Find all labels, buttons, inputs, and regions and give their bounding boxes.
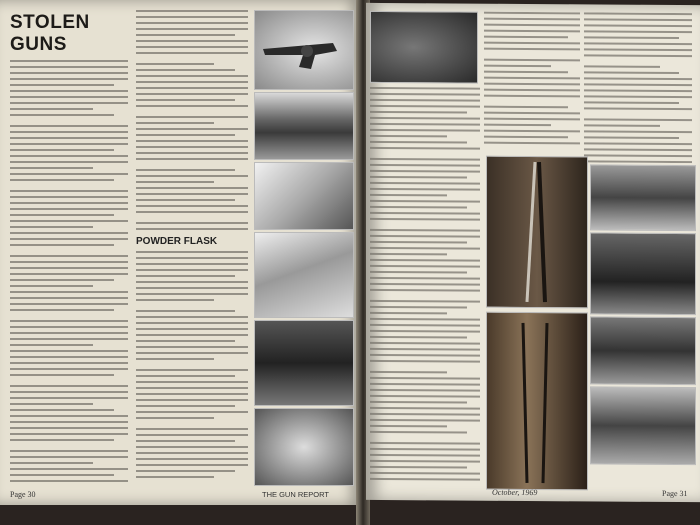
gun-side-photo xyxy=(590,386,696,465)
text-line xyxy=(136,99,235,101)
article-text-block xyxy=(136,10,248,230)
left-page-number: Page 30 xyxy=(10,490,36,499)
text-line xyxy=(136,16,248,18)
text-line xyxy=(136,269,248,271)
barrel-mark-photo xyxy=(590,316,696,385)
text-line xyxy=(370,277,480,280)
text-line xyxy=(370,371,447,374)
text-line xyxy=(136,310,235,312)
text-line xyxy=(370,354,480,357)
text-line xyxy=(370,312,447,315)
text-line xyxy=(370,383,480,386)
text-line xyxy=(370,283,480,286)
text-line xyxy=(370,448,480,451)
text-line xyxy=(370,360,480,363)
text-line xyxy=(484,95,580,98)
text-line xyxy=(584,18,692,21)
text-line xyxy=(370,289,480,292)
text-line xyxy=(136,440,235,442)
text-line xyxy=(136,263,248,265)
text-line xyxy=(136,322,248,324)
text-line xyxy=(370,442,480,445)
text-line xyxy=(370,413,480,416)
text-line xyxy=(136,334,248,336)
text-line xyxy=(370,87,480,90)
text-line xyxy=(136,175,248,177)
text-line xyxy=(370,164,480,167)
issue-date: October, 1969 xyxy=(492,487,538,498)
text-line xyxy=(136,10,248,12)
text-line xyxy=(136,34,235,36)
text-line xyxy=(10,190,128,192)
dark-gun-photo xyxy=(370,11,478,84)
text-line xyxy=(370,147,480,150)
text-line xyxy=(136,275,235,277)
text-line xyxy=(584,30,692,33)
left-column-1 xyxy=(10,12,128,482)
text-line xyxy=(10,102,128,104)
text-line xyxy=(370,454,480,457)
text-line xyxy=(370,111,467,114)
text-line xyxy=(584,12,692,15)
text-line xyxy=(136,228,248,230)
text-line xyxy=(484,30,580,33)
text-line xyxy=(10,196,128,198)
text-line xyxy=(484,112,580,115)
text-line xyxy=(10,84,114,86)
text-line xyxy=(10,273,128,275)
powder-flask-heading: POWDER FLASK xyxy=(136,236,218,247)
text-line xyxy=(584,24,692,27)
text-line xyxy=(370,271,467,274)
text-line xyxy=(484,106,568,109)
article-text-block xyxy=(584,12,692,163)
text-line xyxy=(136,199,235,201)
revolver-photo xyxy=(254,10,354,90)
text-line xyxy=(10,320,128,322)
text-line xyxy=(370,348,480,351)
text-line xyxy=(136,251,248,253)
text-line xyxy=(370,419,480,422)
text-line xyxy=(10,368,128,370)
text-line xyxy=(136,222,248,224)
text-line xyxy=(584,77,692,80)
text-line xyxy=(136,464,248,466)
text-line xyxy=(136,69,235,71)
text-line xyxy=(370,182,480,185)
rifle-on-wall-photo xyxy=(486,156,588,309)
text-line xyxy=(10,303,128,305)
text-line xyxy=(370,105,480,108)
text-line xyxy=(10,344,93,346)
text-line xyxy=(136,257,248,259)
text-line xyxy=(136,205,248,207)
text-line xyxy=(136,458,248,460)
text-line xyxy=(136,211,248,213)
text-line xyxy=(10,403,93,405)
text-line xyxy=(370,472,480,475)
text-line xyxy=(370,401,467,404)
text-line xyxy=(370,241,467,244)
text-line xyxy=(10,450,128,452)
text-line xyxy=(584,124,660,127)
text-line xyxy=(136,128,248,130)
text-line xyxy=(136,293,248,295)
text-line xyxy=(136,93,248,95)
text-line xyxy=(10,72,128,74)
text-line xyxy=(136,328,248,330)
text-line xyxy=(136,63,214,65)
text-line xyxy=(10,285,93,287)
text-line xyxy=(136,193,248,195)
rifle-icon xyxy=(487,157,587,308)
stolen-guns-headline: STOLEN GUNS xyxy=(10,12,90,55)
text-line xyxy=(10,456,128,458)
text-line xyxy=(10,291,128,293)
text-line xyxy=(370,300,480,303)
text-line xyxy=(136,134,235,136)
text-line xyxy=(136,28,248,30)
text-line xyxy=(10,391,128,393)
article-text-block xyxy=(136,251,248,482)
text-line xyxy=(484,83,580,86)
text-line xyxy=(484,59,580,62)
text-line xyxy=(136,87,248,89)
right-page-number: Page 31 xyxy=(662,488,688,499)
text-line xyxy=(136,281,248,283)
text-line xyxy=(10,480,128,482)
text-line xyxy=(10,338,128,340)
carbine-action-photo xyxy=(590,164,696,231)
text-line xyxy=(370,324,480,327)
text-line xyxy=(584,54,692,57)
text-line xyxy=(136,470,235,472)
text-line xyxy=(370,395,480,398)
text-line xyxy=(484,65,551,67)
rifles-display-photo xyxy=(486,312,588,491)
article-text-block xyxy=(484,12,580,149)
text-line xyxy=(10,332,128,334)
text-line xyxy=(484,18,580,21)
text-line xyxy=(10,462,93,464)
text-line xyxy=(484,136,568,139)
text-line xyxy=(136,158,248,160)
powder-flask-photo xyxy=(254,232,354,318)
text-line xyxy=(370,99,480,102)
text-line xyxy=(370,206,467,209)
text-line xyxy=(584,65,660,68)
text-line xyxy=(10,261,128,263)
text-line xyxy=(136,140,248,142)
text-line xyxy=(136,287,248,289)
text-line xyxy=(370,478,480,481)
text-line xyxy=(10,179,114,181)
text-line xyxy=(10,214,114,216)
text-line xyxy=(370,318,480,321)
text-line xyxy=(10,96,128,98)
text-line xyxy=(370,253,447,256)
text-line xyxy=(10,433,128,435)
text-line xyxy=(10,297,128,299)
text-line xyxy=(370,235,480,238)
text-line xyxy=(10,279,114,281)
text-line xyxy=(136,122,214,124)
gun-parts-photo xyxy=(254,408,354,486)
text-line xyxy=(136,399,248,401)
text-line xyxy=(10,309,114,311)
text-line xyxy=(370,229,480,232)
text-line xyxy=(370,389,480,392)
text-line xyxy=(370,336,467,339)
text-line xyxy=(484,48,580,51)
text-line xyxy=(370,123,480,126)
text-line xyxy=(10,350,128,352)
text-line xyxy=(10,78,128,80)
text-line xyxy=(484,77,580,80)
text-line xyxy=(584,101,679,104)
text-line xyxy=(370,247,480,250)
text-line xyxy=(10,108,93,110)
text-line xyxy=(584,118,692,121)
text-line xyxy=(10,161,128,163)
text-line xyxy=(136,181,214,183)
text-line xyxy=(10,173,128,175)
text-line xyxy=(10,267,128,269)
text-line xyxy=(10,374,114,376)
text-line xyxy=(10,202,128,204)
article-text-block xyxy=(10,60,128,482)
text-line xyxy=(370,212,480,215)
text-line xyxy=(484,12,580,15)
text-line xyxy=(136,405,235,407)
revolver-icon xyxy=(255,11,353,89)
text-line xyxy=(136,46,248,48)
text-line xyxy=(370,141,467,144)
text-line xyxy=(136,369,248,371)
text-line xyxy=(136,75,248,77)
gun-detail-photo xyxy=(254,162,354,230)
right-column-2-top xyxy=(484,12,580,149)
left-page xyxy=(0,0,362,505)
text-line xyxy=(484,142,580,145)
text-line xyxy=(370,93,480,96)
text-line xyxy=(136,116,248,118)
text-line xyxy=(10,397,128,399)
text-line xyxy=(584,148,692,151)
text-line xyxy=(484,130,580,133)
text-line xyxy=(10,155,128,157)
text-line xyxy=(136,417,214,419)
left-column-2 xyxy=(136,10,248,482)
text-line xyxy=(10,439,114,441)
text-line xyxy=(10,131,128,133)
text-line xyxy=(10,244,114,246)
text-line xyxy=(136,152,248,154)
text-line xyxy=(136,105,248,107)
right-column-3-top xyxy=(584,12,692,163)
text-line xyxy=(10,226,93,228)
text-line xyxy=(10,362,128,364)
text-line xyxy=(584,36,679,39)
text-line xyxy=(370,466,467,469)
text-line xyxy=(484,71,568,74)
gun-barrel-photo xyxy=(254,92,354,160)
text-line xyxy=(484,89,580,92)
text-line xyxy=(136,22,248,24)
text-line xyxy=(370,425,447,428)
text-line xyxy=(370,431,467,434)
text-line xyxy=(136,346,248,348)
text-line xyxy=(370,194,447,197)
text-line xyxy=(584,89,692,92)
text-line xyxy=(370,218,480,221)
text-line xyxy=(10,427,128,429)
text-line xyxy=(370,188,480,191)
text-line xyxy=(136,316,248,318)
text-line xyxy=(584,95,692,98)
text-line xyxy=(10,356,128,358)
text-line xyxy=(136,40,248,42)
text-line xyxy=(370,259,480,262)
text-line xyxy=(136,187,248,189)
text-line xyxy=(136,446,248,448)
text-line xyxy=(484,118,580,121)
text-line xyxy=(370,200,480,203)
text-line xyxy=(136,352,248,354)
text-line xyxy=(10,66,128,68)
text-line xyxy=(10,421,128,423)
text-line xyxy=(10,60,128,62)
text-line xyxy=(10,474,114,476)
text-line xyxy=(10,409,114,411)
magazine-name: THE GUN REPORT xyxy=(262,490,329,499)
text-line xyxy=(584,71,679,74)
text-line xyxy=(10,238,128,240)
text-line xyxy=(10,143,128,145)
text-line xyxy=(584,107,692,110)
text-line xyxy=(10,149,114,151)
text-line xyxy=(370,129,480,132)
text-line xyxy=(370,330,480,333)
text-line xyxy=(370,460,480,463)
text-line xyxy=(10,167,93,169)
text-line xyxy=(136,81,248,83)
rifle-icon xyxy=(487,313,587,490)
text-line xyxy=(584,48,692,51)
text-line xyxy=(136,299,214,301)
text-line xyxy=(10,255,128,257)
text-line xyxy=(370,265,480,268)
text-line xyxy=(10,137,128,139)
text-line xyxy=(370,176,467,179)
text-line xyxy=(136,375,235,377)
text-line xyxy=(584,142,692,145)
text-line xyxy=(136,52,248,54)
text-line xyxy=(10,220,128,222)
text-line xyxy=(370,117,480,120)
text-line xyxy=(10,415,128,417)
text-line xyxy=(10,114,114,116)
text-line xyxy=(484,36,568,39)
text-line xyxy=(584,130,692,133)
right-column-1 xyxy=(370,87,480,488)
text-line xyxy=(136,387,248,389)
text-line xyxy=(136,340,235,342)
text-line xyxy=(370,306,467,309)
text-line xyxy=(584,83,692,86)
text-line xyxy=(10,385,128,387)
text-line xyxy=(10,125,128,127)
text-line xyxy=(370,407,480,410)
carbine-lock-photo xyxy=(590,232,696,315)
text-line xyxy=(484,24,580,27)
text-line xyxy=(136,428,248,430)
text-line xyxy=(136,476,214,478)
text-line xyxy=(136,452,248,454)
text-line xyxy=(136,169,235,171)
text-line xyxy=(10,90,128,92)
text-line xyxy=(370,170,480,173)
text-line xyxy=(136,411,248,413)
text-line xyxy=(136,381,248,383)
text-line xyxy=(584,154,692,157)
right-page xyxy=(366,3,700,502)
text-line xyxy=(484,42,580,45)
article-text-block xyxy=(370,87,480,481)
text-line xyxy=(370,377,480,380)
text-line xyxy=(10,468,128,470)
text-line xyxy=(584,160,692,163)
text-line xyxy=(136,358,214,360)
text-line xyxy=(10,326,128,328)
gun-closeup-photo xyxy=(254,320,354,406)
text-line xyxy=(10,208,128,210)
text-line xyxy=(584,136,679,139)
text-line xyxy=(10,232,128,234)
text-line xyxy=(484,124,551,126)
text-line xyxy=(584,42,692,45)
text-line xyxy=(370,342,480,345)
text-line xyxy=(136,434,248,436)
text-line xyxy=(370,158,480,161)
text-line xyxy=(136,146,248,148)
text-line xyxy=(136,393,248,395)
text-line xyxy=(370,135,447,138)
